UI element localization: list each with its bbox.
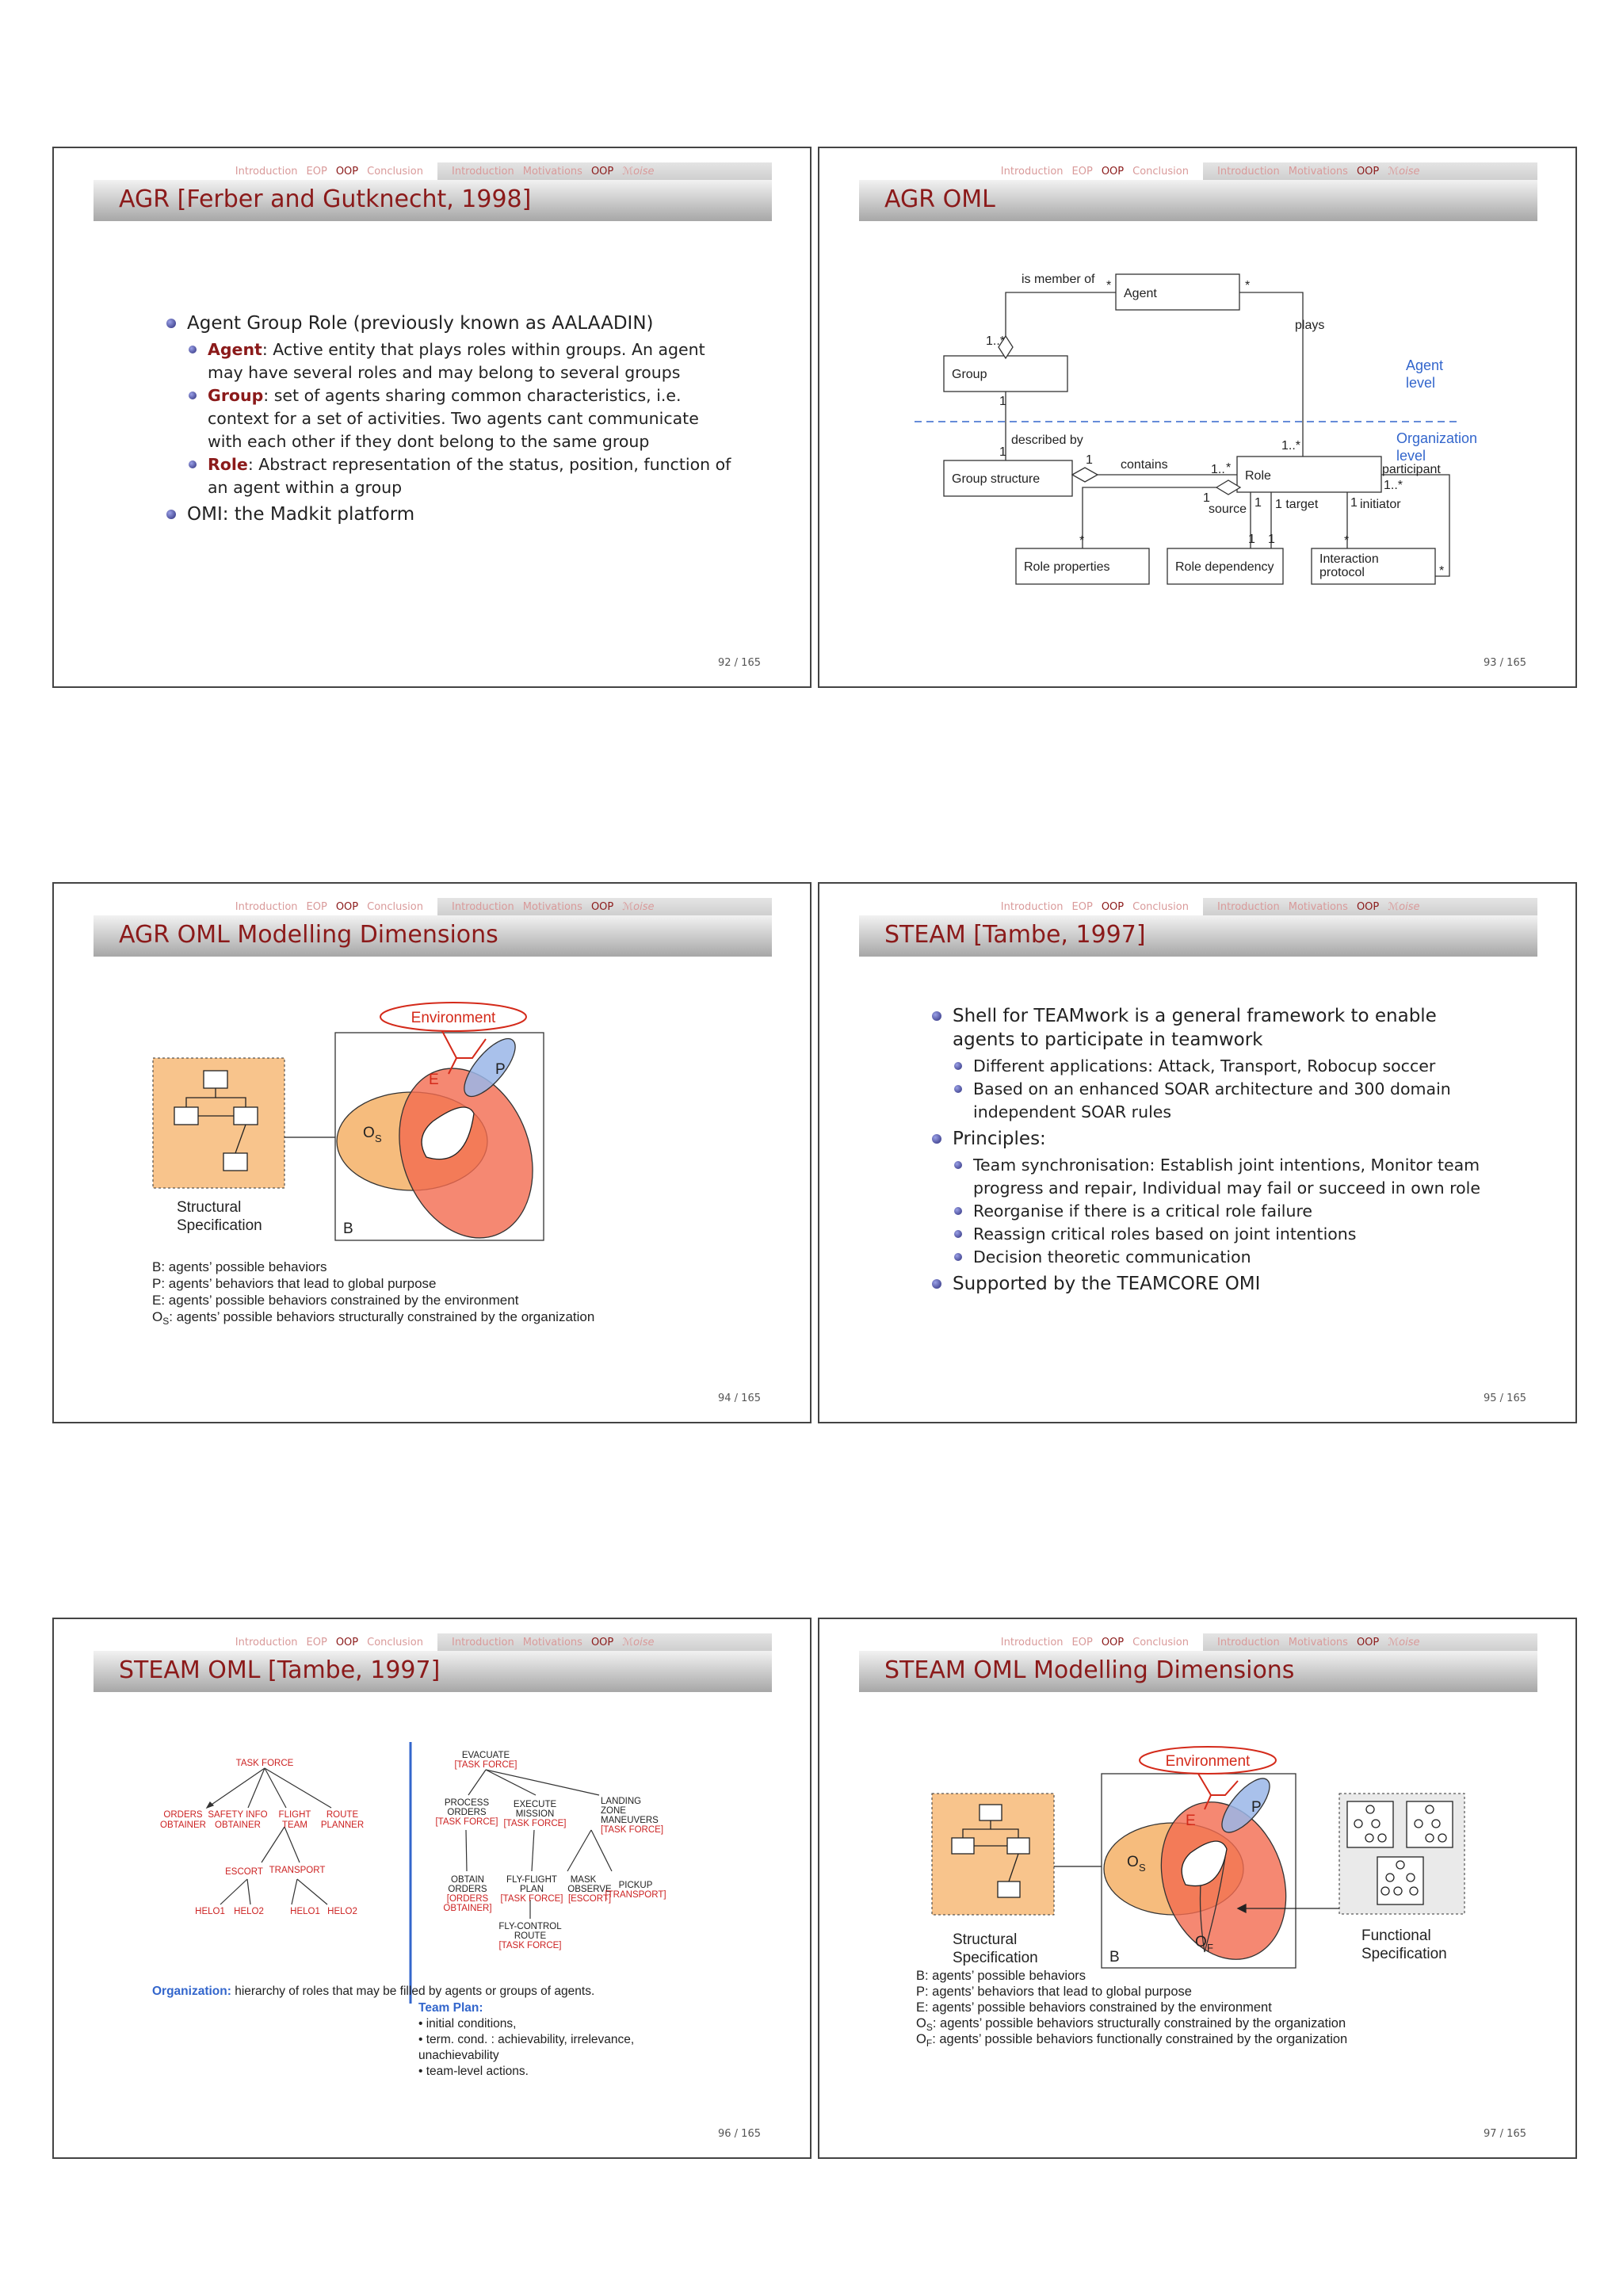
sub-text: Decision theoretic communication xyxy=(973,1247,1251,1266)
nav-eop[interactable]: EOP xyxy=(306,900,327,913)
protocol-label: protocol xyxy=(1319,566,1365,579)
bullet-text: Principles: xyxy=(953,1129,1046,1149)
page-number: 93 / 165 xyxy=(1484,657,1526,669)
team-plan-item: • initial conditions, xyxy=(418,2017,517,2030)
plan-execute-mission: EXECUTE xyxy=(513,1800,557,1809)
slide-titlebar xyxy=(94,180,772,221)
multiplicity: 1 xyxy=(999,445,1006,459)
nav-sub-introduction[interactable]: Introduction xyxy=(1217,900,1280,913)
legend-of: $O_F$: agents’ possible behaviors functionally constrained by the organization xyxy=(916,2032,1348,2049)
bullet-item xyxy=(165,502,735,526)
nav-introduction[interactable]: Introduction xyxy=(1000,1636,1064,1648)
sub-item xyxy=(953,1078,1493,1124)
slide-title: STEAM OML [Tambe, 1997] xyxy=(119,1656,441,1684)
nav-sub-oop[interactable]: OOP xyxy=(1356,900,1380,913)
nav-eop[interactable]: EOP xyxy=(1071,165,1093,178)
nav-oop[interactable]: OOP xyxy=(335,165,359,178)
bullet-text: Shell for TEAMwork is a general framework to enable agents to participate in teamwork xyxy=(953,1006,1437,1050)
legend-e: E: agents’ possible behaviors constrained by the environment xyxy=(152,1293,519,1308)
nav-sections xyxy=(94,162,437,180)
page-number: 96 / 165 xyxy=(718,2128,761,2140)
specification-label: Specification xyxy=(953,1950,1038,1966)
org-escort: ESCORT xyxy=(225,1867,263,1877)
nav-oop[interactable]: OOP xyxy=(335,1636,359,1648)
multiplicity: 1..* xyxy=(986,334,1006,348)
bullet-list xyxy=(930,1004,1493,1299)
team-plan-label: Team Plan: xyxy=(418,2001,483,2015)
plan-task-force: [TASK FORCE] xyxy=(435,1817,498,1827)
plan-task-force: [TASK FORCE] xyxy=(498,1941,562,1950)
nav-introduction[interactable]: Introduction xyxy=(1000,900,1064,913)
plan-task-force: [TASK FORCE] xyxy=(601,1825,664,1835)
role-label: Role xyxy=(1245,469,1271,483)
plays-label: plays xyxy=(1295,319,1325,332)
plan-landing-zone-2: ZONE xyxy=(601,1806,626,1816)
target-label: 1 target xyxy=(1275,498,1319,511)
multiplicity: 1 xyxy=(1268,533,1275,546)
structural-label: Structural xyxy=(953,1931,1018,1948)
nav-sub-oop[interactable]: OOP xyxy=(1356,165,1380,178)
nav-sub-motivations[interactable]: Motivations xyxy=(522,900,582,913)
nav-sub-motivations[interactable]: Motivations xyxy=(1288,165,1348,178)
bullet-text: Agent Group Role (previously known as AALAADIN) xyxy=(187,313,654,334)
multiplicity: 1..* xyxy=(1384,479,1403,492)
plan-task-force: [TASK FORCE] xyxy=(500,1894,563,1904)
sub-text: Reorganise if there is a critical role failure xyxy=(973,1201,1313,1221)
modelling-dimensions-diagram xyxy=(54,884,812,1423)
plan-obtain-orders-2: ORDERS xyxy=(448,1885,487,1894)
nav-conclusion[interactable]: Conclusion xyxy=(367,165,423,178)
team-plan-item: • term. cond. : achievability, irrelevance, xyxy=(418,2033,635,2046)
participant-label: participant xyxy=(1382,463,1441,476)
nav-sub-moise[interactable]: ℳoise xyxy=(1388,900,1420,913)
plan-transport: [TRANSPORT] xyxy=(605,1890,666,1900)
slide-title: STEAM OML Modelling Dimensions xyxy=(884,1656,1295,1684)
is-member-of-label: is member of xyxy=(1022,273,1095,286)
nav-sub-moise[interactable]: ℳoise xyxy=(1388,1636,1420,1648)
environment-label: Environment xyxy=(1165,1753,1251,1770)
plan-task-force: [TASK FORCE] xyxy=(503,1819,567,1828)
plan-pickup: PICKUP xyxy=(618,1881,653,1890)
nav-sub-moise[interactable]: ℳoise xyxy=(1388,165,1420,178)
org-level-label: Organization xyxy=(1396,430,1478,446)
bullet-list xyxy=(165,311,735,529)
org-flight-team: FLIGHT xyxy=(278,1810,311,1820)
org-route-planner-2: PLANNER xyxy=(320,1820,365,1830)
nav-introduction[interactable]: Introduction xyxy=(235,900,298,913)
slide-title: STEAM [Tambe, 1997] xyxy=(884,921,1146,949)
sub-item xyxy=(953,1055,1493,1078)
plan-fly-control-2: ROUTE xyxy=(514,1931,547,1941)
b-label: B xyxy=(343,1221,353,1237)
nav-sub-motivations[interactable]: Motivations xyxy=(522,165,582,178)
plan-obtain-orders: OBTAIN xyxy=(451,1875,484,1885)
slide-93 xyxy=(818,147,1577,688)
nav-sub-oop[interactable]: OOP xyxy=(590,165,614,178)
nav-sub-introduction[interactable]: Introduction xyxy=(1217,165,1280,178)
slide-96 xyxy=(52,1618,812,2159)
plan-evacuate: EVACUATE xyxy=(461,1751,510,1760)
multiplicity: 1 xyxy=(1086,453,1093,467)
plan-fly-flight-2: PLAN xyxy=(519,1885,544,1894)
bullet-item xyxy=(165,311,735,499)
org-helo1: HELO1 xyxy=(195,1907,225,1916)
plan-process-orders: PROCESS xyxy=(444,1798,490,1808)
legend-e: E: agents’ possible behaviors constrained by the environment xyxy=(916,2000,1272,2015)
e-label: E xyxy=(1186,1813,1196,1829)
slide-navbar xyxy=(859,898,1537,915)
plan-escort: [ESCORT] xyxy=(567,1894,612,1904)
nav-introduction[interactable]: Introduction xyxy=(1000,165,1064,178)
org-flight-team-2: TEAM xyxy=(282,1820,307,1830)
nav-oop[interactable]: OOP xyxy=(1101,165,1125,178)
org-helo1: HELO1 xyxy=(290,1907,320,1916)
slide-97 xyxy=(818,1618,1577,2159)
nav-eop[interactable]: EOP xyxy=(1071,900,1093,913)
nav-subsections xyxy=(437,162,772,180)
nav-conclusion[interactable]: Conclusion xyxy=(1132,165,1189,178)
nav-sub-oop[interactable]: OOP xyxy=(590,900,614,913)
contains-label: contains xyxy=(1121,458,1168,472)
os-label: O xyxy=(1127,1854,1139,1870)
org-safety-info-2: OBTAINER xyxy=(215,1820,261,1830)
plan-execute-mission-2: MISSION xyxy=(515,1809,555,1819)
sub-list xyxy=(953,1055,1493,1124)
slide-title: AGR OML Modelling Dimensions xyxy=(119,921,498,949)
org-helo2: HELO2 xyxy=(327,1907,357,1916)
multiplicity: 1 xyxy=(1248,533,1255,546)
nav-eop[interactable]: EOP xyxy=(306,165,327,178)
slide-title: AGR OML xyxy=(884,185,995,213)
interaction-label: Interaction xyxy=(1319,552,1379,566)
slide-95 xyxy=(818,882,1577,1423)
org-helo2: HELO2 xyxy=(234,1907,264,1916)
plan-fly-control: FLY-CONTROL xyxy=(498,1922,562,1931)
nav-sub-motivations[interactable]: Motivations xyxy=(1288,900,1348,913)
nav-subsections xyxy=(1203,898,1537,915)
plan-landing-zone: LANDING xyxy=(601,1797,642,1806)
plan-mask: MASK xyxy=(570,1875,597,1885)
source-label: source xyxy=(1209,502,1247,516)
multiplicity: 1 xyxy=(999,395,1006,408)
page-number: 95 / 165 xyxy=(1484,1392,1526,1404)
nav-sub-introduction[interactable]: Introduction xyxy=(452,1636,514,1648)
page-number: 92 / 165 xyxy=(718,657,761,669)
group-label: Group xyxy=(952,368,987,381)
sub-item-group xyxy=(187,384,735,453)
nav-sub-oop[interactable]: OOP xyxy=(1356,1636,1380,1648)
nav-sub-motivations[interactable]: Motivations xyxy=(1288,1636,1348,1648)
sub-item xyxy=(953,1223,1493,1246)
sub-item-agent xyxy=(187,338,735,384)
nav-introduction[interactable]: Introduction xyxy=(235,1636,298,1648)
sub-item xyxy=(953,1246,1493,1269)
role-properties-label: Role properties xyxy=(1024,560,1110,574)
sub-item xyxy=(953,1154,1493,1200)
term-role: Role xyxy=(208,455,248,474)
legend-p: P: agents’ behaviors that lead to global purpose xyxy=(916,1985,1192,1999)
specification-label: Specification xyxy=(177,1217,262,1234)
nav-introduction[interactable]: Introduction xyxy=(235,165,298,178)
multiplicity: * xyxy=(1226,461,1232,475)
e-label: E xyxy=(429,1072,439,1088)
team-plan-item: • team-level actions. xyxy=(418,2065,529,2078)
sub-item xyxy=(953,1200,1493,1223)
sub-item-role xyxy=(187,453,735,499)
nav-conclusion[interactable]: Conclusion xyxy=(1132,900,1189,913)
multiplicity: 1.. xyxy=(1211,463,1225,476)
agent-level-label: Agent xyxy=(1406,357,1444,373)
legend-b: B: agents’ possible behaviors xyxy=(916,1969,1086,1983)
bullet-text: OMI: the Madkit platform xyxy=(187,504,415,525)
plan-orders-obtainer-2: OBTAINER] xyxy=(443,1904,492,1913)
nav-conclusion[interactable]: Conclusion xyxy=(367,1636,423,1648)
bullet-item xyxy=(930,1004,1493,1124)
multiplicity: * xyxy=(1079,534,1085,548)
org-safety-info: SAFETY INFO xyxy=(208,1810,268,1820)
nav-oop[interactable]: OOP xyxy=(335,900,359,913)
sub-text: : Active entity that plays roles within groups. An agent may have several roles and may belong to several groups xyxy=(208,340,705,382)
bullet-item xyxy=(930,1127,1493,1269)
environment-label: Environment xyxy=(411,1010,496,1026)
nav-conclusion[interactable]: Conclusion xyxy=(367,900,423,913)
agent-level-label-2: level xyxy=(1406,375,1436,391)
slide-92 xyxy=(52,147,812,688)
specification-label: Specification xyxy=(1361,1946,1447,1962)
p-label: P xyxy=(1251,1799,1262,1816)
org-task-force: TASK FORCE xyxy=(235,1759,294,1768)
multiplicity: * xyxy=(1245,279,1251,292)
bullet-text: Supported by the TEAMCORE OMI xyxy=(953,1274,1261,1294)
nav-sub-introduction[interactable]: Introduction xyxy=(452,900,514,913)
b-label: B xyxy=(1109,1949,1120,1966)
nav-sections xyxy=(859,898,1203,915)
nav-sub-moise[interactable]: ℳoise xyxy=(622,1636,655,1648)
agr-uml-diagram xyxy=(819,148,1577,688)
org-caption: Organization: hierarchy of roles that may be filled by agents or groups of agents. xyxy=(152,1985,595,1998)
multiplicity: * xyxy=(1439,564,1445,578)
structural-label: Structural xyxy=(177,1199,242,1216)
nav-sub-introduction[interactable]: Introduction xyxy=(1217,1636,1280,1648)
steam-dimensions-diagram xyxy=(819,1619,1577,2159)
described-by-label: described by xyxy=(1011,434,1083,447)
os-label: O xyxy=(363,1125,375,1141)
sub-text: Team synchronisation: Establish joint intentions, Monitor team progress and repair, Individual may fail or succeed in own role xyxy=(973,1156,1480,1198)
multiplicity: * xyxy=(1344,534,1350,548)
plan-orders-obtainer: [ORDERS xyxy=(446,1894,489,1904)
plan-task-force: [TASK FORCE] xyxy=(454,1760,517,1770)
multiplicity: 1..* xyxy=(1281,439,1301,453)
nav-sub-moise[interactable]: ℳoise xyxy=(622,165,655,178)
nav-eop[interactable]: EOP xyxy=(1071,1636,1093,1648)
term-group: Group xyxy=(208,386,264,405)
org-orders-obtainer: ORDERS xyxy=(163,1810,203,1820)
role-dependency-label: Role dependency xyxy=(1175,560,1274,574)
sub-text: : set of agents sharing common characteristics, i.e. context for a set of activities. Two agents cant communicate with each other if they dont belong to the same group xyxy=(208,386,699,451)
os-subscript: S xyxy=(375,1133,382,1144)
nav-eop[interactable]: EOP xyxy=(306,1636,327,1648)
functional-label: Functional xyxy=(1361,1927,1431,1944)
multiplicity: * xyxy=(1106,279,1112,292)
nav-sub-moise[interactable]: ℳoise xyxy=(622,900,655,913)
slide-title: AGR [Ferber and Gutknecht, 1998] xyxy=(119,185,532,213)
sub-text: Reassign critical roles based on joint intentions xyxy=(973,1224,1357,1244)
slide-94 xyxy=(52,882,812,1423)
multiplicity: 1 xyxy=(1254,496,1262,510)
plan-landing-zone-3: MANEUVERS xyxy=(601,1816,659,1825)
group-structure-label: Group structure xyxy=(952,472,1041,486)
of-subscript: F xyxy=(1207,1942,1213,1954)
legend-b: B: agents’ possible behaviors xyxy=(152,1259,327,1274)
legend-p: P: agents’ behaviors that lead to global purpose xyxy=(152,1276,437,1291)
agent-label: Agent xyxy=(1124,287,1157,300)
of-label: O xyxy=(1195,1934,1207,1950)
plan-mask-observe: OBSERVE xyxy=(567,1885,612,1894)
p-label: P xyxy=(495,1061,506,1078)
sub-text: Different applications: Attack, Transport, Robocup soccer xyxy=(973,1056,1436,1075)
plan-process-orders-2: ORDERS xyxy=(447,1808,487,1817)
page-number: 94 / 165 xyxy=(718,1392,761,1404)
nav-conclusion[interactable]: Conclusion xyxy=(1132,1636,1189,1648)
org-level-label-2: level xyxy=(1396,448,1426,464)
team-plan-item: unachievability xyxy=(418,2049,499,2062)
slide-navbar xyxy=(94,162,772,180)
page-number: 97 / 165 xyxy=(1484,2128,1526,2140)
multiplicity: 1 xyxy=(1350,496,1358,510)
nav-sub-oop[interactable]: OOP xyxy=(590,1636,614,1648)
multiplicity: 1 xyxy=(1203,491,1210,505)
sub-list xyxy=(187,338,735,499)
nav-oop[interactable]: OOP xyxy=(1101,900,1125,913)
plan-fly-flight: FLY-FLIGHT xyxy=(506,1875,557,1885)
nav-sub-introduction[interactable]: Introduction xyxy=(452,165,514,178)
os-subscript: S xyxy=(1139,1862,1146,1874)
slide-titlebar xyxy=(859,915,1537,957)
sub-text: Based on an enhanced SOAR architecture and 300 domain independent SOAR rules xyxy=(973,1079,1451,1121)
org-route-planner: ROUTE xyxy=(326,1810,359,1820)
org-orders-obtainer-2: OBTAINER xyxy=(160,1820,206,1830)
sub-text: : Abstract representation of the status, position, function of an agent within a group xyxy=(208,455,731,497)
sub-list xyxy=(953,1154,1493,1269)
initiator-label: initiator xyxy=(1360,498,1401,511)
steam-oml-diagram xyxy=(54,1619,812,2159)
legend-os: $O_S$: agents’ possible behaviors structurally constrained by the organization xyxy=(152,1309,595,1327)
org-transport: TRANSPORT xyxy=(269,1866,326,1875)
nav-sub-motivations[interactable]: Motivations xyxy=(522,1636,582,1648)
bullet-item xyxy=(930,1272,1493,1296)
legend-os: $O_S$: agents’ possible behaviors structurally constrained by the organization xyxy=(916,2016,1346,2033)
term-agent: Agent xyxy=(208,340,262,359)
nav-oop[interactable]: OOP xyxy=(1101,1636,1125,1648)
